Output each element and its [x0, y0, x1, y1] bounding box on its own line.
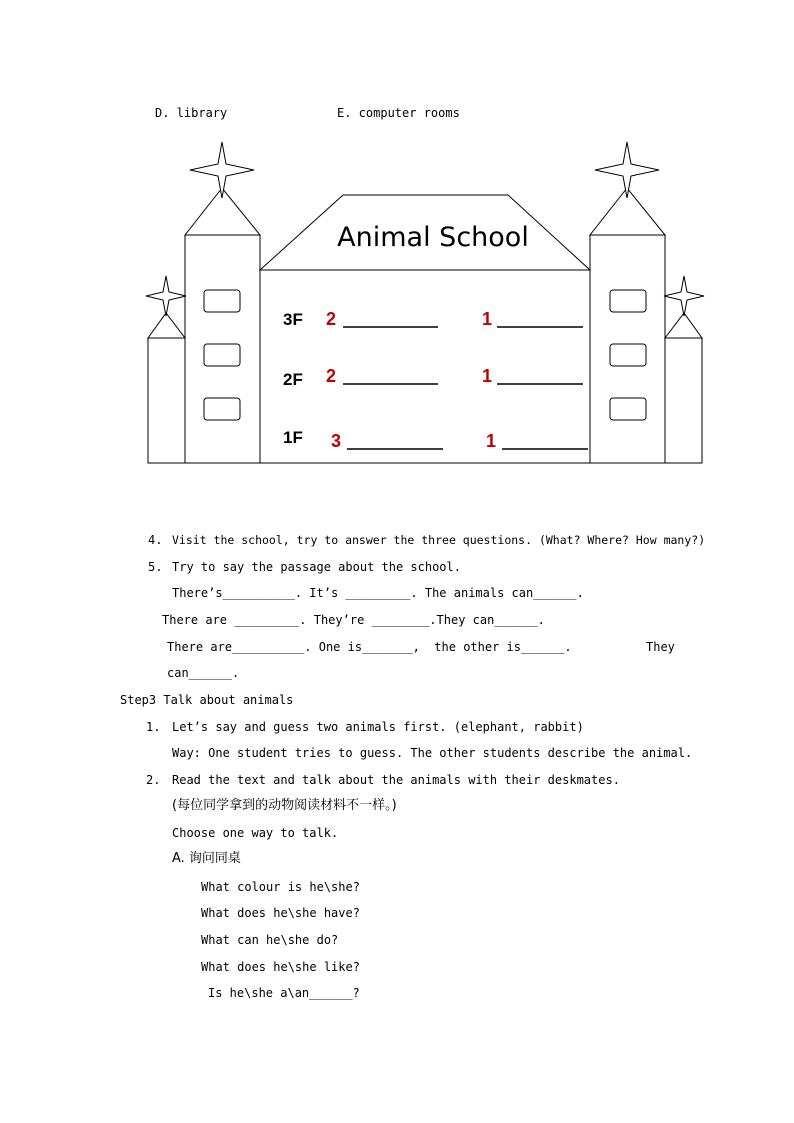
question-5: Is he\she a\an______? — [208, 986, 360, 1000]
floor-label-1f: 1F — [283, 428, 303, 447]
item-5-number: 5. — [148, 560, 163, 574]
step3-item-2-text: Read the text and talk about the animals with their deskmates. — [172, 773, 620, 787]
answer-3f-right: 1 — [482, 309, 493, 329]
left-small-tower — [148, 338, 185, 463]
star-right-main — [595, 142, 659, 198]
answer-3f-left: 2 — [326, 309, 337, 329]
item-5-line-1: There’s__________. It’s _________. The animals can______. — [172, 586, 584, 600]
option-d: D. library — [155, 106, 228, 120]
answer-2f-right: 1 — [482, 366, 493, 386]
star-left-small — [146, 276, 186, 316]
floor-label-2f: 2F — [283, 370, 303, 389]
question-1: What colour is he\she? — [201, 880, 360, 894]
item-4-text: Visit the school, try to answer the three questions. (What? Where? How many?) — [172, 533, 706, 547]
school-title: Animal School — [337, 222, 529, 253]
right-window-3 — [610, 398, 646, 420]
item-5-line-4: can______. — [167, 666, 240, 680]
step3-option-a: A. 询问同桌 — [172, 851, 241, 866]
option-e: E. computer rooms — [337, 106, 460, 120]
left-window-3 — [204, 398, 240, 420]
star-left-main — [190, 142, 254, 198]
step3-item-2-note: (每位同学拿到的动物阅读材料不一样。) — [172, 798, 397, 813]
item-5-line-3-end: They — [646, 640, 675, 654]
item-5-line-3: There are__________. One is_______, the other is______. — [167, 640, 572, 654]
star-right-small — [664, 276, 704, 316]
question-4: What does he\she like? — [201, 960, 360, 974]
step3-item-1-text: Let’s say and guess two animals first. (elephant, rabbit) — [172, 720, 584, 734]
central-building — [260, 270, 590, 463]
right-small-roof — [665, 313, 702, 338]
left-main-tower — [185, 235, 260, 463]
castle-drawing — [0, 0, 794, 480]
left-window-1 — [204, 290, 240, 312]
question-3: What can he\she do? — [201, 933, 339, 947]
left-window-2 — [204, 344, 240, 366]
item-5-text: Try to say the passage about the school. — [172, 560, 461, 574]
step3-item-1-number: 1. — [146, 720, 161, 734]
answer-2f-left: 2 — [326, 366, 337, 386]
item-4-number: 4. — [148, 533, 163, 547]
left-small-roof — [148, 313, 185, 338]
step3-item-2-choose: Choose one way to talk. — [172, 826, 339, 840]
step3-item-1-way: Way: One student tries to guess. The other students describe the animal. — [172, 746, 693, 760]
right-window-1 — [610, 290, 646, 312]
step3-heading: Step3 Talk about animals — [120, 693, 294, 707]
right-small-tower — [665, 338, 702, 463]
right-window-2 — [610, 344, 646, 366]
question-2: What does he\she have? — [201, 906, 360, 920]
right-main-tower — [590, 235, 665, 463]
item-5-line-2: There are _________. They’re ________.They can______. — [162, 613, 545, 627]
answer-1f-left: 3 — [331, 431, 342, 451]
answer-1f-right: 1 — [486, 431, 497, 451]
floor-label-3f: 3F — [283, 310, 303, 329]
step3-item-2-number: 2. — [146, 773, 161, 787]
